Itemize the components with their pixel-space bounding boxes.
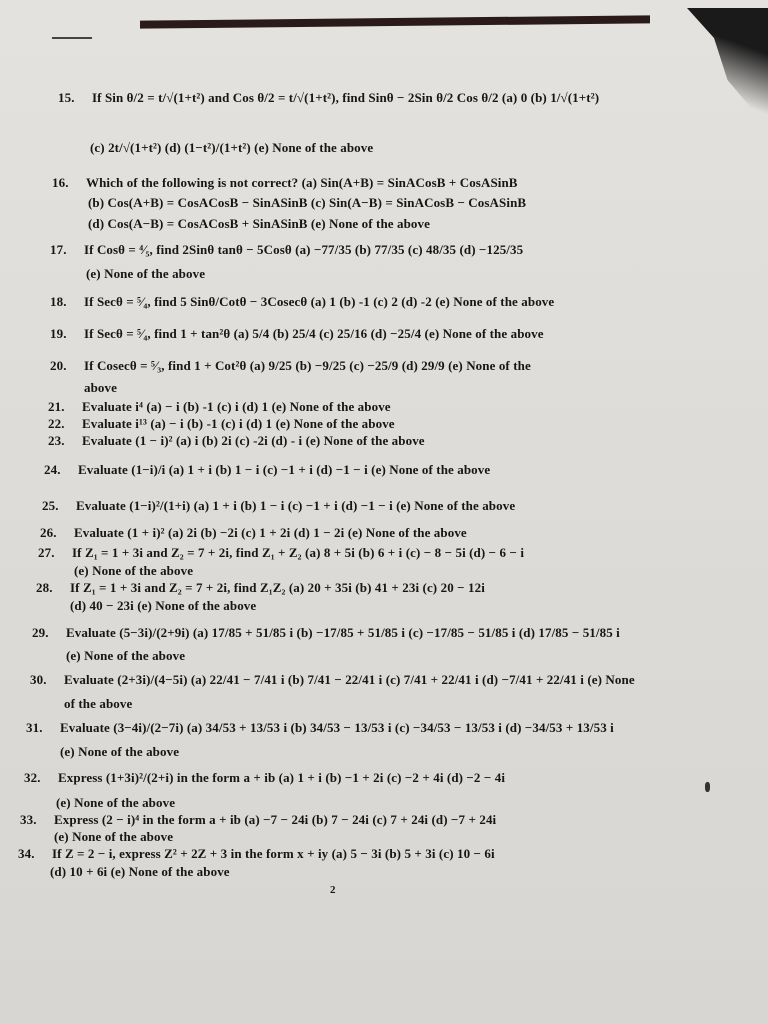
question-34-options-d-e: (d) 10 + 6i (e) None of the above [50, 864, 230, 879]
question-18: 18. If Secθ = ⁵⁄₄, find 5 Sinθ/Cotθ − 3Cosecθ (a) 1 (b) -1 (c) 2 (d) -2 (e) None of the above [50, 294, 555, 309]
question-28: 28. If Z₁ = 1 + 3i and Z₂ = 7 + 2i, find Z₁Z₂ (a) 20 + 35i (b) 41 + 23i (c) 20 − 12i [36, 580, 485, 595]
question-33-option-e: (e) None of the above [54, 829, 174, 844]
question-31: 31. Evaluate (3−4i)/(2−7i) (a) 34/53 + 13/53 i (b) 34/53 − 13/53 i (c) −34/53 − 13/53 i (d) −34/53 + 13/53 i [26, 720, 614, 735]
question-15-options: (c) 2t/√(1+t²) (d) (1−t²)/(1+t²) (e) None of the above [90, 140, 374, 155]
question-23: 23. Evaluate (1 − i)² (a) i (b) 2i (c) -2i (d) - i (e) None of the above [48, 433, 425, 448]
question-27-option-e: (e) None of the above [74, 563, 194, 578]
scan-speck [705, 782, 710, 792]
question-22: 22. Evaluate i¹³ (a) − i (b) -1 (c) i (d) 1 (e) None of the above [48, 416, 395, 431]
question-24: 24. Evaluate (1−i)/i (a) 1 + i (b) 1 − i (c) −1 + i (d) −1 − i (e) None of the above [44, 462, 491, 477]
question-33: 33. Express (2 − i)⁴ in the form a + ib (a) −7 − 24i (b) 7 − 24i (c) 7 + 24i (d) −7 + 24i [20, 812, 497, 827]
question-34: 34. If Z = 2 − i, express Z² + 2Z + 3 in the form x + iy (a) 5 − 3i (b) 5 + 3i (c) 10 − 6i [18, 846, 495, 861]
question-26: 26. Evaluate (1 + i)² (a) 2i (b) −2i (c) 1 + 2i (d) 1 − 2i (e) None of the above [40, 525, 467, 540]
question-15: 15. If Sin θ/2 = t/√(1+t²) and Cos θ/2 = t/√(1+t²), find Sinθ − 2Sin θ/2 Cos θ/2 (a) 0 (b) 1/√(1+t²) [58, 90, 600, 105]
scan-dash [52, 37, 92, 39]
question-29-option-e: (e) None of the above [66, 648, 186, 663]
scan-edge-bar [140, 15, 650, 28]
question-16: 16. Which of the following is not correct? (a) Sin(A+B) = SinACosB + CosASinB [52, 175, 518, 190]
question-16-options-d-e: (d) Cos(A−B) = CosACosB + SinASinB (e) None of the above [88, 216, 431, 231]
question-17: 17. If Cosθ = ⁴⁄₅, find 2Sinθ tanθ − 5Cosθ (a) −77/35 (b) 77/35 (c) 48/35 (d) −125/35 [50, 242, 524, 257]
question-20: 20. If Cosecθ = ⁵⁄₃, find 1 + Cot²θ (a) 9/25 (b) −9/25 (c) −25/9 (d) 29/9 (e) None of the [50, 358, 531, 373]
question-27: 27. If Z₁ = 1 + 3i and Z₂ = 7 + 2i, find Z₁ + Z₂ (a) 8 + 5i (b) 6 + i (c) − 8 − 5i (d) − 6 − i [38, 545, 525, 560]
page-number: 2 [330, 884, 336, 896]
question-31-option-e: (e) None of the above [60, 744, 180, 759]
question-32-option-e: (e) None of the above [56, 795, 176, 810]
question-32: 32. Express (1+3i)²/(2+i) in the form a + ib (a) 1 + i (b) −1 + 2i (c) −2 + 4i (d) −2 − 4i [24, 770, 506, 785]
question-21: 21. Evaluate i⁴ (a) − i (b) -1 (c) i (d) 1 (e) None of the above [48, 399, 391, 414]
question-17-option-e: (e) None of the above [86, 266, 206, 281]
question-29: 29. Evaluate (5−3i)/(2+9i) (a) 17/85 + 51/85 i (b) −17/85 + 51/85 i (c) −17/85 − 51/85 i (d) 17/85 − 51/85 i [32, 625, 620, 640]
question-19: 19. If Secθ = ⁵⁄₄, find 1 + tan²θ (a) 5/4 (b) 25/4 (c) 25/16 (d) −25/4 (e) None of the above [50, 326, 544, 341]
scan-corner-shadow [678, 8, 768, 128]
question-30: 30. Evaluate (2+3i)/(4−5i) (a) 22/41 − 7/41 i (b) 7/41 − 22/41 i (c) 7/41 + 22/41 i (d) −7/41 + 22/41 i (e) None [30, 672, 635, 687]
question-28-options-d-e: (d) 40 − 23i (e) None of the above [70, 598, 257, 613]
question-16-options-b-c: (b) Cos(A+B) = CosACosB − SinASinB (c) Sin(A−B) = SinACosB − CosASinB [88, 195, 527, 210]
question-20-continued: above [84, 380, 117, 395]
question-30-continued: of the above [64, 696, 133, 711]
question-25: 25. Evaluate (1−i)²/(1+i) (a) 1 + i (b) 1 − i (c) −1 + i (d) −1 − i (e) None of the above [42, 498, 516, 513]
